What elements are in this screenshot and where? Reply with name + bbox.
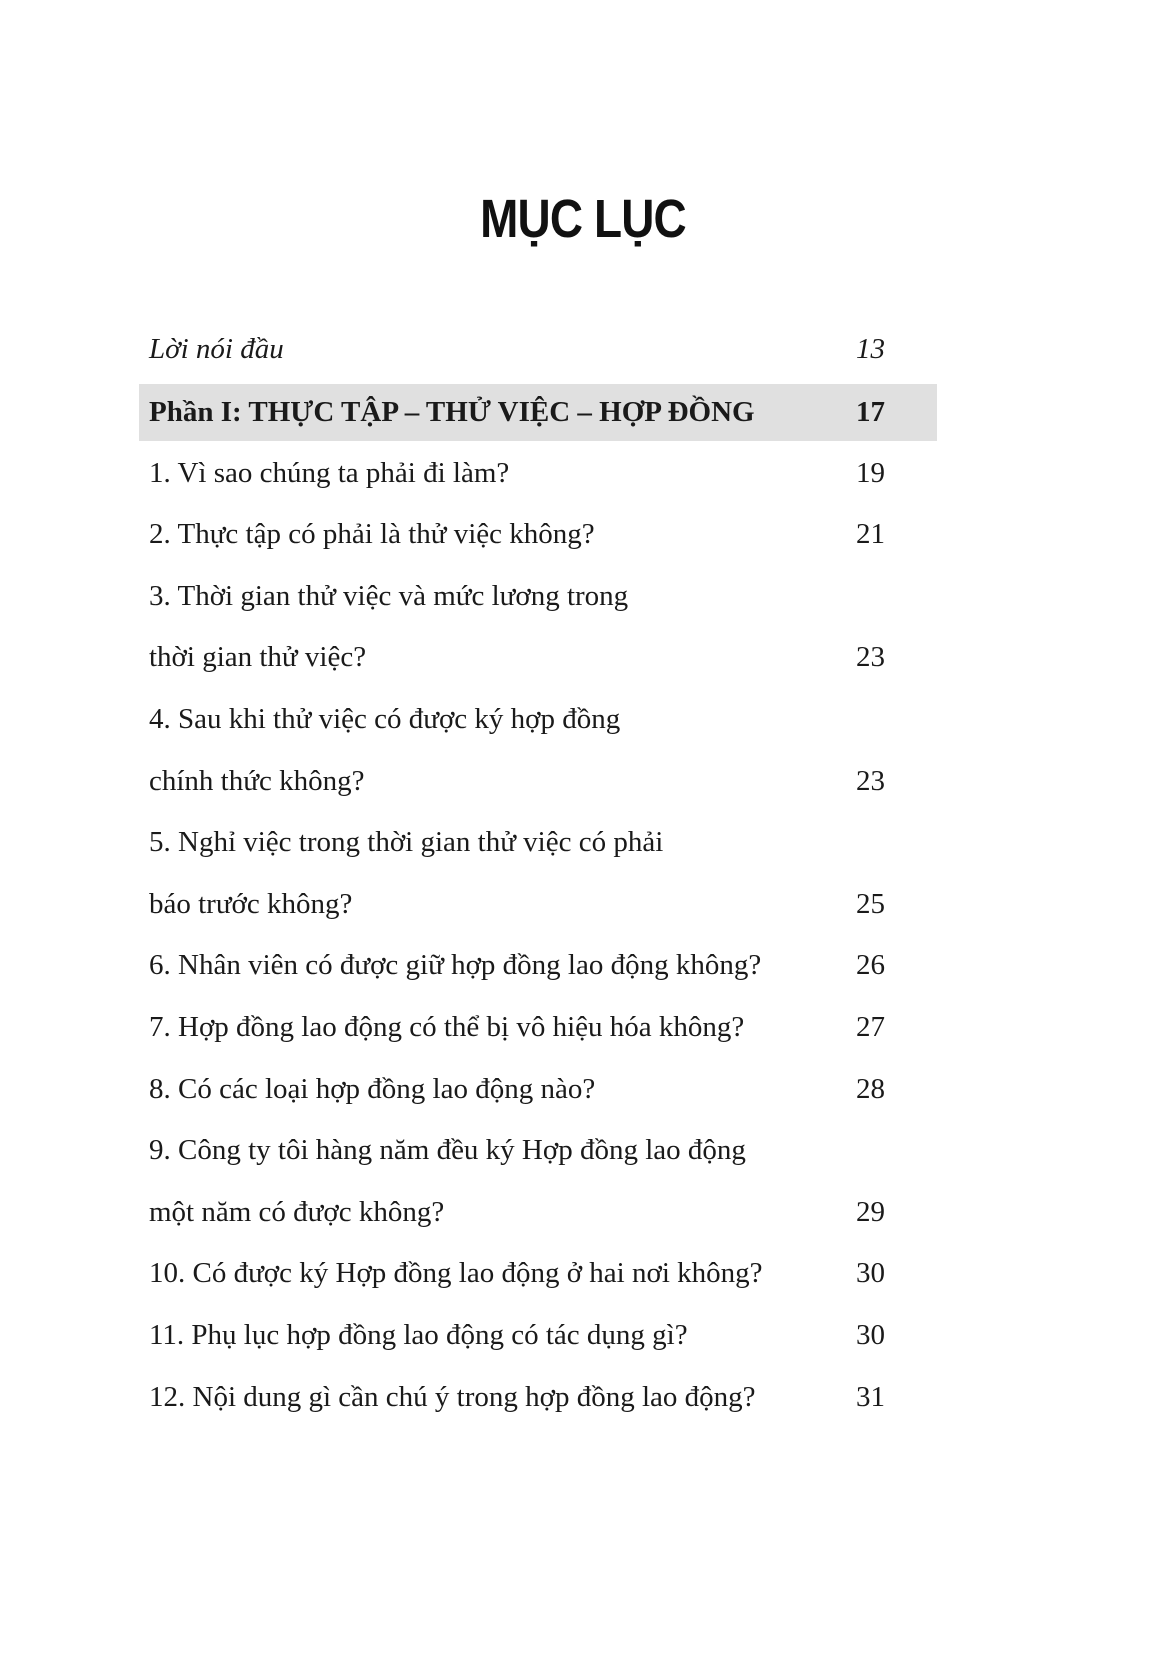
toc-page-number: 23 bbox=[856, 764, 885, 797]
toc-page-number: 29 bbox=[856, 1195, 885, 1228]
toc-page-number: 26 bbox=[856, 949, 885, 982]
toc-entry-title: báo trước không? bbox=[149, 887, 353, 920]
toc-entry bbox=[139, 566, 937, 628]
toc-page-number: 30 bbox=[856, 1318, 885, 1351]
toc-entry-title: 4. Sau khi thử việc có được ký hợp đồng bbox=[149, 702, 621, 735]
toc-entry bbox=[139, 1243, 937, 1305]
toc-part-heading bbox=[139, 384, 937, 441]
toc-entry-title: 5. Nghỉ việc trong thời gian thử việc có phải bbox=[149, 826, 664, 859]
toc-entry bbox=[139, 1059, 937, 1121]
table-of-contents bbox=[139, 319, 937, 1428]
toc-page-number: 21 bbox=[856, 518, 885, 551]
toc-page-number: 31 bbox=[856, 1380, 885, 1413]
toc-entry bbox=[139, 627, 937, 689]
toc-entry-title: 8. Có các loại hợp đồng lao động nào? bbox=[149, 1072, 596, 1105]
toc-entry-title: 3. Thời gian thử việc và mức lương trong bbox=[149, 579, 629, 612]
toc-entry bbox=[139, 935, 937, 997]
toc-entry bbox=[139, 319, 937, 381]
toc-entry bbox=[139, 1182, 937, 1244]
toc-page-number: 27 bbox=[856, 1010, 885, 1043]
toc-page-number: 25 bbox=[856, 887, 885, 920]
toc-page-number: 30 bbox=[856, 1257, 885, 1290]
toc-page-number: 17 bbox=[856, 395, 885, 428]
toc-entry-title: thời gian thử việc? bbox=[149, 641, 367, 674]
toc-entry-title: 7. Hợp đồng lao động có thể bị vô hiệu hóa không? bbox=[149, 1010, 745, 1043]
toc-entry bbox=[139, 1305, 937, 1367]
toc-page-number: 19 bbox=[856, 456, 885, 489]
toc-entry-title: 12. Nội dung gì cần chú ý trong hợp đồng lao động? bbox=[149, 1380, 756, 1413]
toc-entry-title: 11. Phụ lục hợp đồng lao động có tác dụng gì? bbox=[149, 1318, 688, 1351]
toc-entry bbox=[139, 443, 937, 505]
toc-entry-title: 6. Nhân viên có được giữ hợp đồng lao động không? bbox=[149, 949, 762, 982]
toc-entry bbox=[139, 689, 937, 751]
toc-entry bbox=[139, 997, 937, 1059]
toc-entry bbox=[139, 751, 937, 813]
toc-entry-title: Phần I: THỰC TẬP – THỬ VIỆC – HỢP ĐỒNG bbox=[149, 395, 755, 428]
toc-entry-title: chính thức không? bbox=[149, 764, 365, 797]
toc-entry-title: Lời nói đầu bbox=[149, 333, 284, 365]
toc-entry-title: một năm có được không? bbox=[149, 1195, 445, 1228]
toc-page-number: 23 bbox=[856, 641, 885, 674]
toc-page-number: 28 bbox=[856, 1072, 885, 1105]
page-title: MỤC LỤC bbox=[480, 189, 686, 249]
toc-page-number: 13 bbox=[856, 333, 885, 365]
toc-entry bbox=[139, 874, 937, 936]
toc-entry-title: 1. Vì sao chúng ta phải đi làm? bbox=[149, 456, 510, 489]
toc-entry bbox=[139, 1120, 937, 1182]
toc-entry bbox=[139, 504, 937, 566]
toc-entry-title: 2. Thực tập có phải là thử việc không? bbox=[149, 518, 595, 551]
toc-entry-title: 9. Công ty tôi hàng năm đều ký Hợp đồng lao động bbox=[149, 1134, 746, 1167]
toc-entry-title: 10. Có được ký Hợp đồng lao động ở hai nơi không? bbox=[149, 1257, 763, 1290]
toc-entry bbox=[139, 812, 937, 874]
toc-entry bbox=[139, 1367, 937, 1429]
